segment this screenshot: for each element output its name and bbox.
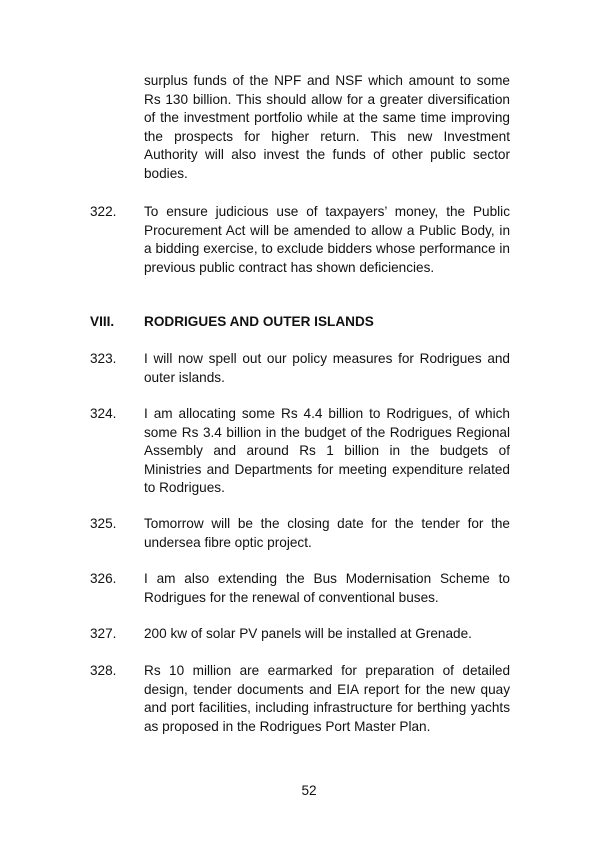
section-number: VIII. xyxy=(90,314,115,329)
continuation-paragraph xyxy=(90,72,510,184)
paragraph-number: 325. xyxy=(90,516,117,531)
paragraph-322 xyxy=(90,203,510,277)
section-title: RODRIGUES AND OUTER ISLANDS xyxy=(144,314,374,329)
paragraph-number: 328. xyxy=(90,663,117,678)
paragraph-328 xyxy=(90,662,510,736)
paragraph-number: 324. xyxy=(90,406,117,421)
paragraph-number: 326. xyxy=(90,571,117,586)
paragraph-number: 327. xyxy=(90,626,117,641)
paragraph-326 xyxy=(90,570,510,607)
paragraph-text: Tomorrow will be the closing date for the tender for the undersea fibre optic project. xyxy=(144,516,510,550)
paragraph-text: I am also extending the Bus Modernisation Scheme to Rodrigues for the renewal of conventional buses. xyxy=(144,571,510,605)
paragraph-324 xyxy=(90,405,510,498)
page-number: 52 xyxy=(301,783,317,798)
paragraph-text: To ensure judicious use of taxpayers’ money, the Public Procurement Act will be amended to allow a Public Body, in a bidding exercise, to exclude bidders whose performance in previous public contract has shown deficiencies. xyxy=(144,204,510,275)
paragraph-327 xyxy=(90,625,510,644)
paragraph-text: surplus funds of the NPF and NSF which amount to some Rs 130 billion. This should allow for a greater diversification of the investment portfolio while at the same time improving the prospects for higher return. This new Investment Authority will also invest the funds of other public sector bodies. xyxy=(144,73,510,181)
paragraph-number: 322. xyxy=(90,204,117,219)
paragraph-text: I am allocating some Rs 4.4 billion to Rodrigues, of which some Rs 3.4 billion in the budget of the Rodrigues Regional Assembly and around Rs 1 billion in the budgets of Ministries and Departments for meeting expenditure related to Rodrigues. xyxy=(144,406,510,496)
paragraph-number: 323. xyxy=(90,351,117,366)
paragraph-text: I will now spell out our policy measures for Rodrigues and outer islands. xyxy=(144,351,510,385)
section-heading xyxy=(90,313,510,332)
paragraph-text: Rs 10 million are earmarked for preparation of detailed design, tender documents and EIA report for the new quay and port facilities, including infrastructure for berthing yachts as proposed in the Rodrigues Port Master Plan. xyxy=(144,663,510,734)
paragraph-323 xyxy=(90,350,510,387)
paragraph-text: 200 kw of solar PV panels will be installed at Grenade. xyxy=(144,626,472,641)
paragraph-325 xyxy=(90,515,510,552)
